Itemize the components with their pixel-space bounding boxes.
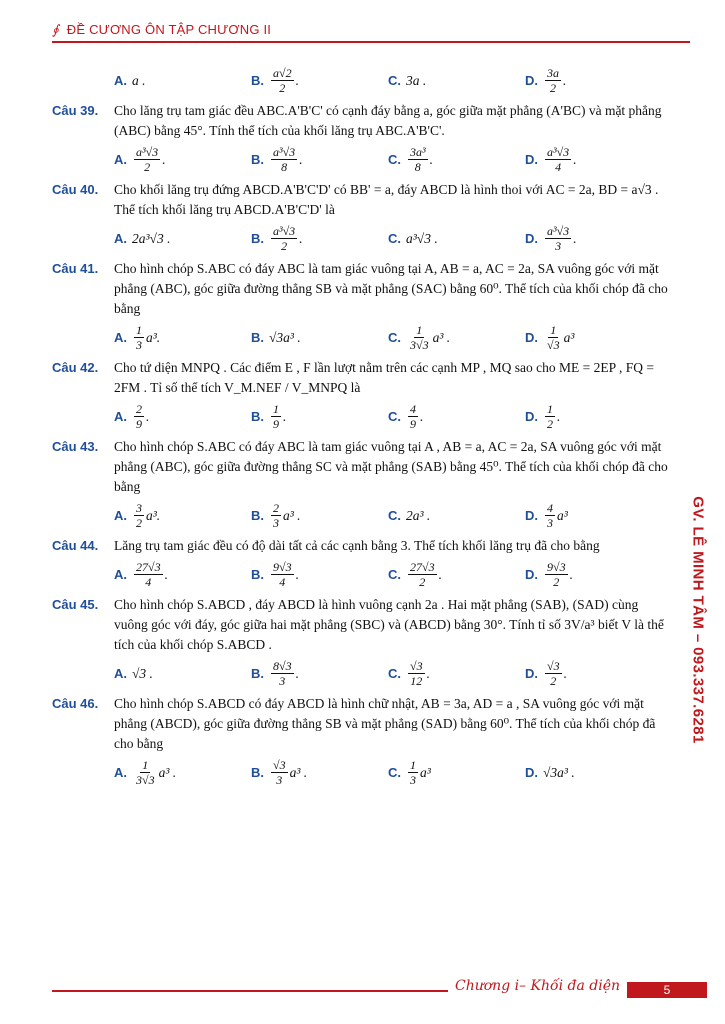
answer-fraction [545,66,561,95]
question-block [52,101,672,174]
fraction-numerator: 27√3 [136,560,161,574]
answer-letter: C. [388,566,401,582]
footer-chapter: Chương i– Khối đa diện [455,978,620,994]
answer-letter: B. [251,566,264,582]
answer-fraction [134,323,144,352]
question-block [52,694,672,787]
fraction-numerator: a³√3 [273,145,296,159]
answer-suffix: . [295,72,299,88]
answer-option [114,560,251,589]
answer-letter: A. [114,566,127,582]
answer-fraction [271,145,297,174]
answer-letter: A. [114,665,127,681]
answer-suffix: . [563,72,567,88]
fraction-numerator: 9√3 [273,560,292,574]
answer-options [114,402,672,431]
answer-text: a³√3 . [406,230,438,246]
answer-options [114,224,672,253]
answer-suffix: . [426,665,430,681]
answer-suffix: . [299,230,303,246]
answer-letter: C. [388,72,401,88]
answer-fraction [134,501,144,530]
question-block [52,180,672,253]
fraction-numerator: 3a [547,66,559,80]
answer-fraction [408,323,431,352]
question-block [52,437,672,530]
fraction-denominator: 3 [555,239,562,253]
question-stem: Cho hình chóp S.ABC có đáy ABC là tam giác vuông tại A , AB = a, AC = 2a, SA vuông góc với mặt phẳng (ABC), góc giữa đường thẳng SC và mặt phẳng (SAB) bằng 45⁰. Thể tích của khối chóp đã cho bằng [114,439,668,494]
page-number: 5 [627,982,707,998]
answer-suffix: . [573,151,577,167]
answer-letter: B. [251,151,264,167]
answer-fraction [271,66,294,95]
answer-option [114,402,251,431]
answer-option [114,323,251,352]
answer-options [114,560,672,589]
fraction-numerator: √3 [410,659,423,673]
fraction-numerator: √3 [547,659,560,673]
answer-fraction [408,659,425,688]
answer-letter: A. [114,329,127,345]
answer-fraction [408,560,437,589]
answer-fraction [134,560,163,589]
question-stem: Cho lăng trụ tam giác đều ABC.A'B'C' có cạnh đáy bằng a, góc giữa mặt phẳng (A'BC) và mặt phẳng (ABC) bằng 45°. Tính thể tích của khối lăng trụ ABC.A'B'C'. [114,103,662,138]
answer-fraction [271,560,294,589]
fraction-denominator: 3 [410,773,416,787]
question-number: Câu 46. [52,696,99,711]
footer-divider [52,990,448,992]
fraction-denominator: 4 [555,160,562,174]
question-number: Câu 39. [52,103,99,118]
answer-suffix: a³ [563,329,575,345]
answer-option [388,66,525,95]
answer-options [114,758,672,787]
answer-option [114,659,251,688]
answer-letter: A. [114,230,127,246]
answer-letter: D. [525,507,538,523]
header-divider [52,41,690,43]
answer-fraction [271,758,288,787]
side-author-text: GV. LÊ MINH TÂM – 093.337.6281 [689,496,707,744]
fraction-numerator: a√2 [273,66,292,80]
fraction-numerator: a³√3 [136,145,159,159]
fraction-denominator: 2 [550,81,556,95]
fraction-numerator: 1 [547,402,553,416]
answer-letter: A. [114,408,127,424]
answer-suffix: . [295,665,299,681]
answer-options [114,501,672,530]
answer-suffix: a³ [420,764,431,780]
fraction-denominator: 2 [553,575,560,589]
answer-letter: A. [114,764,127,780]
answer-option [114,758,251,787]
answer-fraction [271,659,294,688]
integral-icon: ∮ [52,23,59,38]
answer-fraction [408,145,428,174]
fraction-numerator: 1 [416,323,423,337]
answer-suffix: a³ . [289,764,308,780]
answer-letter: C. [388,764,401,780]
answer-fraction [545,145,571,174]
answer-suffix: a³ [557,507,568,523]
fraction-numerator: √3 [273,758,286,772]
fraction-denominator: 3 [547,516,553,530]
fraction-numerator: a³√3 [547,224,570,238]
answer-option [251,145,388,174]
fraction-denominator: 3 [279,674,286,688]
answer-option [525,145,662,174]
fraction-denominator: 9 [273,417,279,431]
fraction-denominator: 3 [276,773,283,787]
answer-letter: C. [388,230,401,246]
answer-letter: B. [251,72,264,88]
fraction-denominator: 3 [136,338,142,352]
answer-letter: C. [388,507,401,523]
answer-fraction [271,224,297,253]
answer-letter: A. [114,151,127,167]
answer-option [525,66,662,95]
answer-option [525,402,662,431]
question-stem: Cho hình chóp S.ABC có đáy ABC là tam giác vuông tại A, AB = a, AC = 2a, SA vuông góc với mặt phẳng (ABC), góc giữa đường thẳng SB và mặt phẳng (SAC) bằng 60⁰. Thể tích của khối chóp đã cho bằng [114,261,668,316]
question-number: Câu 41. [52,261,99,276]
answer-option [114,501,251,530]
fraction-numerator: a³√3 [273,224,296,238]
answer-suffix: a³. [146,507,161,523]
answer-fraction [271,501,281,530]
answer-fraction [545,402,555,431]
fraction-numerator: 1 [273,402,279,416]
answer-option [525,323,662,352]
question-list [52,60,672,787]
fraction-numerator: 2 [273,501,279,515]
answer-letter: A. [114,72,127,88]
answer-option [388,323,525,352]
answer-suffix: . [283,408,287,424]
fraction-numerator: 4 [547,501,553,515]
fraction-denominator: 2 [547,417,553,431]
answer-option [525,560,662,589]
question-block [52,66,672,95]
question-block [52,595,672,688]
question-stem: Cho khối lăng trụ đứng ABCD.A'B'C'D' có BB' = a, đáy ABCD là hình thoi với AC = 2a, BD = a√3 . Thể tích khối lăng trụ ABCD.A'B'C'D' là [114,182,659,217]
side-author-label [681,490,715,750]
answer-letter: C. [388,665,401,681]
answer-option [114,66,251,95]
fraction-numerator: 4 [410,402,416,416]
answer-letter: B. [251,408,264,424]
answer-fraction [408,402,418,431]
answer-options [114,323,672,352]
question-number: Câu 40. [52,182,99,197]
answer-option [251,224,388,253]
fraction-numerator: 1 [142,758,149,772]
question-stem: Cho hình chóp S.ABCD , đáy ABCD là hình vuông cạnh 2a . Hai mặt phẳng (SAB), (SAD) cùng vuông góc với đáy, góc giữa hai mặt phẳng (SBC) và (ABCD) bằng 30°. Tính tỉ số 3V/a³ biết V là thể tích của khối chóp S.ABCD . [114,597,664,652]
fraction-numerator: 3a³ [410,145,426,159]
fraction-denominator: 2 [279,81,286,95]
answer-suffix: . [420,408,424,424]
answer-suffix: . [164,566,168,582]
fraction-numerator: 8√3 [273,659,292,673]
question-block [52,259,672,352]
answer-text: √3a³ . [269,329,301,345]
question-number: Câu 45. [52,597,99,612]
answer-option [388,501,525,530]
answer-letter: B. [251,329,264,345]
answer-letter: D. [525,230,538,246]
answer-letter: D. [525,72,538,88]
question-number: Câu 44. [52,538,99,553]
answer-letter: B. [251,507,264,523]
answer-fraction [408,758,418,787]
answer-option [525,659,662,688]
answer-suffix: a³ . [158,764,177,780]
answer-option [388,145,525,174]
fraction-denominator: 9 [136,417,142,431]
answer-suffix: . [563,665,567,681]
question-stem: Lăng trụ tam giác đều có độ dài tất cả các cạnh bằng 3. Thể tích khối lăng trụ đã cho bằng [114,538,600,553]
fraction-denominator: √3 [547,338,560,352]
question-number: Câu 43. [52,439,99,454]
fraction-denominator: 3√3 [136,773,155,787]
fraction-denominator: 4 [145,575,152,589]
answer-letter: D. [525,151,538,167]
question-block [52,536,672,589]
fraction-numerator: 1 [136,323,142,337]
answer-letter: D. [525,329,538,345]
answer-suffix: . [429,151,433,167]
answer-options [114,145,672,174]
fraction-denominator: 2 [144,160,151,174]
answer-option [388,402,525,431]
answer-fraction [134,758,157,787]
fraction-denominator: 2 [281,239,288,253]
answer-text: 2a³√3 . [132,230,171,246]
answer-fraction [545,501,555,530]
answer-letter: D. [525,764,538,780]
answer-option [251,501,388,530]
fraction-numerator: 1 [410,758,416,772]
answer-option [525,758,662,787]
fraction-denominator: 2 [550,674,557,688]
answer-option [251,560,388,589]
answer-option [388,758,525,787]
fraction-denominator: 2 [419,575,426,589]
answer-option [525,501,662,530]
header-title: ĐỀ CƯƠNG ÔN TẬP CHƯƠNG II [66,22,272,37]
answer-option [114,224,251,253]
answer-suffix: . [438,566,442,582]
answer-fraction [271,402,281,431]
fraction-denominator: 4 [279,575,286,589]
answer-suffix: . [573,230,577,246]
fraction-denominator: 8 [281,160,288,174]
fraction-numerator: 3 [136,501,142,515]
fraction-denominator: 3 [273,516,279,530]
answer-fraction [545,224,571,253]
answer-option [251,758,388,787]
answer-fraction [545,323,562,352]
page-header [52,22,271,38]
answer-suffix: . [299,151,303,167]
answer-option [114,145,251,174]
answer-letter: C. [388,408,401,424]
answer-option [251,402,388,431]
answer-text: √3 . [132,665,153,681]
answer-letter: C. [388,329,401,345]
fraction-numerator: a³√3 [547,145,570,159]
answer-letter: D. [525,665,538,681]
answer-option [388,224,525,253]
fraction-denominator: 12 [410,674,423,688]
answer-suffix: . [162,151,166,167]
answer-suffix: a³ . [432,329,451,345]
question-stem: Cho hình chóp S.ABCD có đáy ABCD là hình chữ nhật, AB = 3a, AD = a , SA vuông góc với mặt phẳng (ABCD), góc giữa đường thẳng SB và mặt phẳng (SAD) bằng 60⁰. Thể tích của khối chóp đã cho bằng [114,696,656,751]
fraction-numerator: 2 [136,402,142,416]
fraction-denominator: 2 [136,516,142,530]
answer-options [114,659,672,688]
fraction-numerator: 27√3 [410,560,435,574]
answer-letter: D. [525,408,538,424]
answer-letter: C. [388,151,401,167]
answer-letter: B. [251,764,264,780]
fraction-denominator: 3√3 [410,338,429,352]
question-number: Câu 42. [52,360,99,375]
answer-options [114,66,672,95]
answer-text: 2a³ . [406,507,431,523]
answer-letter: A. [114,507,127,523]
answer-option [251,323,388,352]
answer-letter: B. [251,665,264,681]
answer-suffix: . [569,566,573,582]
answer-letter: D. [525,566,538,582]
answer-text: 3a . [406,72,427,88]
answer-letter: B. [251,230,264,246]
question-stem: Cho tứ diện MNPQ . Các điểm E , F lần lượt nằm trên các cạnh MP , MQ sao cho ME = 2EP , FQ = 2FM . Tỉ số thể tích V_M.NEF / V_MNPQ là [114,360,654,395]
answer-fraction [134,145,160,174]
answer-option [388,659,525,688]
fraction-numerator: 1 [550,323,557,337]
answer-suffix: a³ . [283,507,301,523]
question-block [52,358,672,431]
answer-fraction [545,560,568,589]
answer-option [388,560,525,589]
answer-text: a . [132,72,146,88]
answer-suffix: . [557,408,561,424]
answer-suffix: a³. [146,329,161,345]
answer-option [251,66,388,95]
fraction-denominator: 9 [410,417,416,431]
answer-option [525,224,662,253]
answer-option [251,659,388,688]
answer-suffix: . [146,408,150,424]
fraction-denominator: 8 [414,160,421,174]
answer-fraction [545,659,562,688]
fraction-numerator: 9√3 [547,560,566,574]
answer-suffix: . [295,566,299,582]
answer-fraction [134,402,144,431]
answer-text: √3a³ . [543,764,575,780]
